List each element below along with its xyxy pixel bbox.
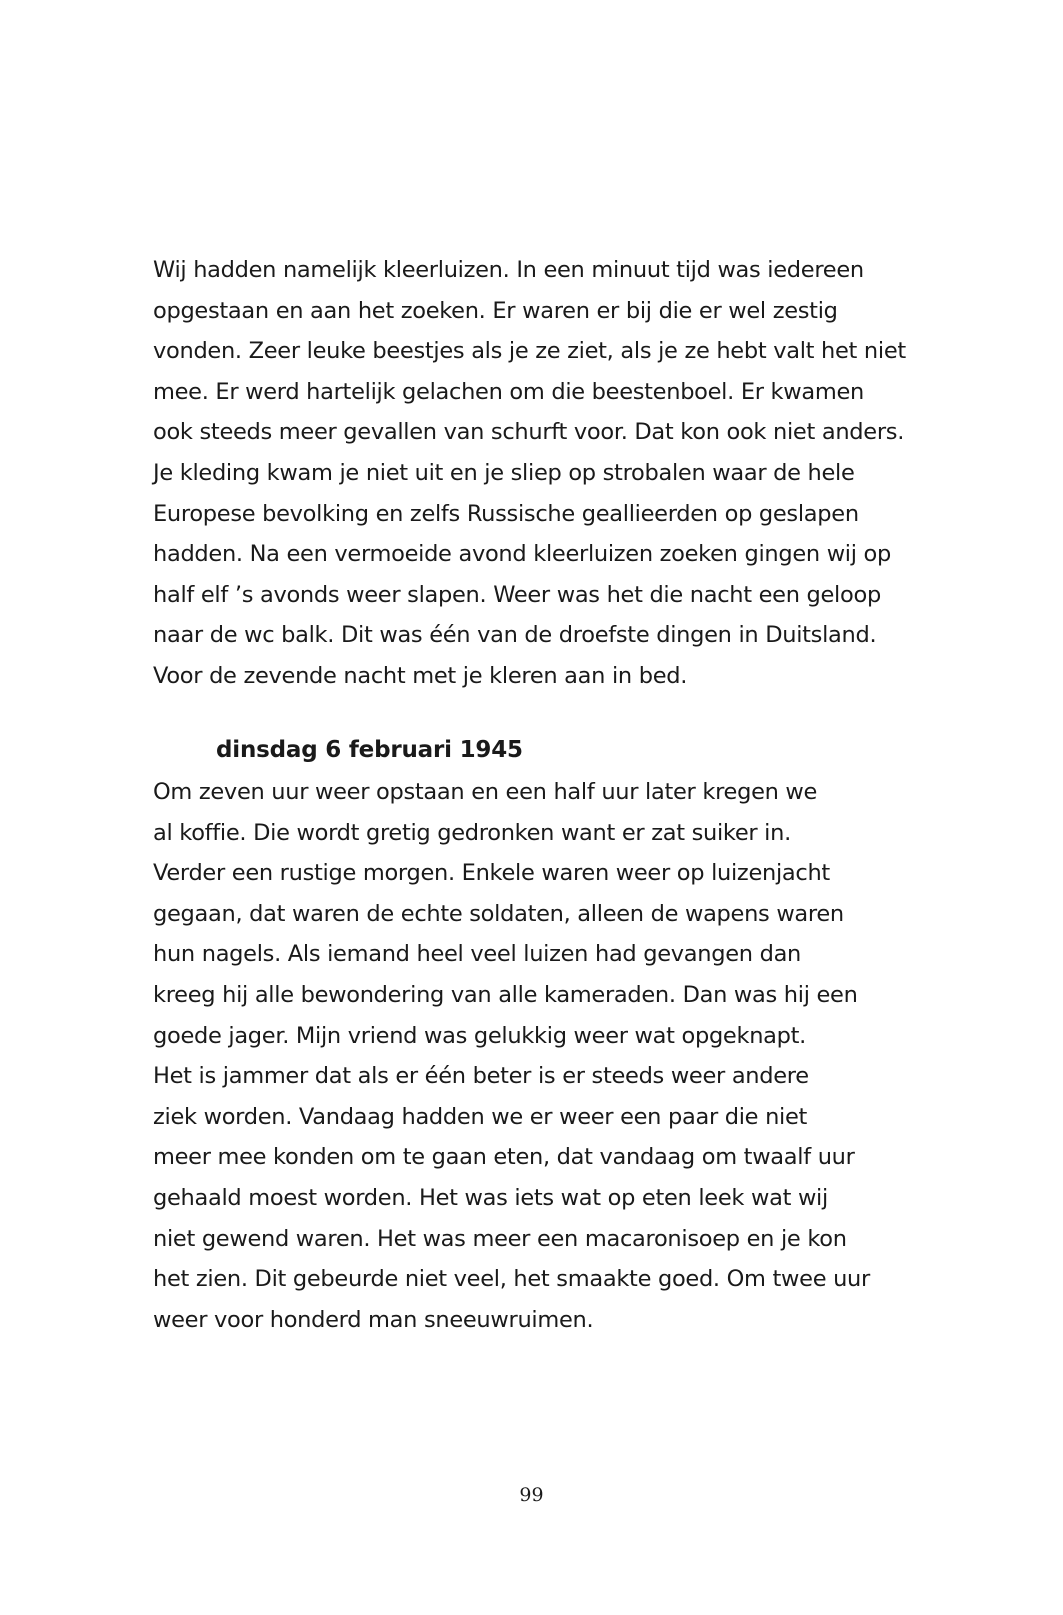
text-line: ook steeds meer gevallen van schurft voor. Dat kon ook niet anders. bbox=[153, 419, 905, 446]
text-line: ziek worden. Vandaag hadden we er weer een paar die niet bbox=[153, 1103, 808, 1130]
text-line: gegaan, dat waren de echte soldaten, alleen de wapens waren bbox=[153, 900, 844, 927]
text-line: half elf ’s avonds weer slapen. Weer was het die nacht een geloop bbox=[153, 581, 881, 608]
text-line: hadden. Na een vermoeide avond kleerluizen zoeken gingen wij op bbox=[153, 541, 892, 568]
text-line: kreeg hij alle bewondering van alle kameraden. Dan was hij een bbox=[153, 981, 858, 1008]
text-line: mee. Er werd hartelijk gelachen om die beestenboel. Er kwamen bbox=[153, 378, 864, 405]
text-line: Verder een rustige morgen. Enkele waren weer op luizenjacht bbox=[153, 860, 830, 887]
text-line: meer mee konden om te gaan eten, dat vandaag om twaalf uur bbox=[153, 1144, 855, 1171]
text-line: weer voor honderd man sneeuwruimen. bbox=[153, 1306, 594, 1333]
text-line: hun nagels. Als iemand heel veel luizen had gevangen dan bbox=[153, 941, 802, 968]
text-line: opgestaan en aan het zoeken. Er waren er bij die er wel zestig bbox=[153, 297, 838, 324]
text-line: Het is jammer dat als er één beter is er steeds weer andere bbox=[153, 1063, 809, 1090]
date-heading: dinsdag 6 februari 1945 bbox=[216, 737, 523, 763]
paragraph-1 bbox=[153, 250, 953, 697]
text-line: Voor de zevende nacht met je kleren aan in bed. bbox=[153, 662, 688, 689]
text-line: naar de wc balk. Dit was één van de droefste dingen in Duitsland. bbox=[153, 622, 877, 649]
text-line: Je kleding kwam je niet uit en je sliep op strobalen waar de hele bbox=[153, 459, 855, 486]
text-line: goede jager. Mijn vriend was gelukkig weer wat opgeknapt. bbox=[153, 1022, 807, 1049]
text-line: al koffie. Die wordt gretig gedronken want er zat suiker in. bbox=[153, 819, 791, 846]
text-line: gehaald moest worden. Het was iets wat op eten leek wat wij bbox=[153, 1184, 828, 1211]
text-line: niet gewend waren. Het was meer een macaronisoep en je kon bbox=[153, 1225, 847, 1252]
text-line: Europese bevolking en zelfs Russische geallieerden op geslapen bbox=[153, 500, 859, 527]
text-line: Om zeven uur weer opstaan en een half uur later kregen we bbox=[153, 779, 818, 805]
page-number: 99 bbox=[519, 1484, 544, 1506]
text-line: het zien. Dit gebeurde niet veel, het smaakte goed. Om twee uur bbox=[153, 1266, 870, 1293]
text-line: vonden. Zeer leuke beestjes als je ze ziet, als je ze hebt valt het niet bbox=[153, 338, 906, 365]
text-line: Wij hadden namelijk kleerluizen. In een minuut tijd was iedereen bbox=[153, 257, 864, 283]
paragraph-2 bbox=[153, 772, 953, 1340]
